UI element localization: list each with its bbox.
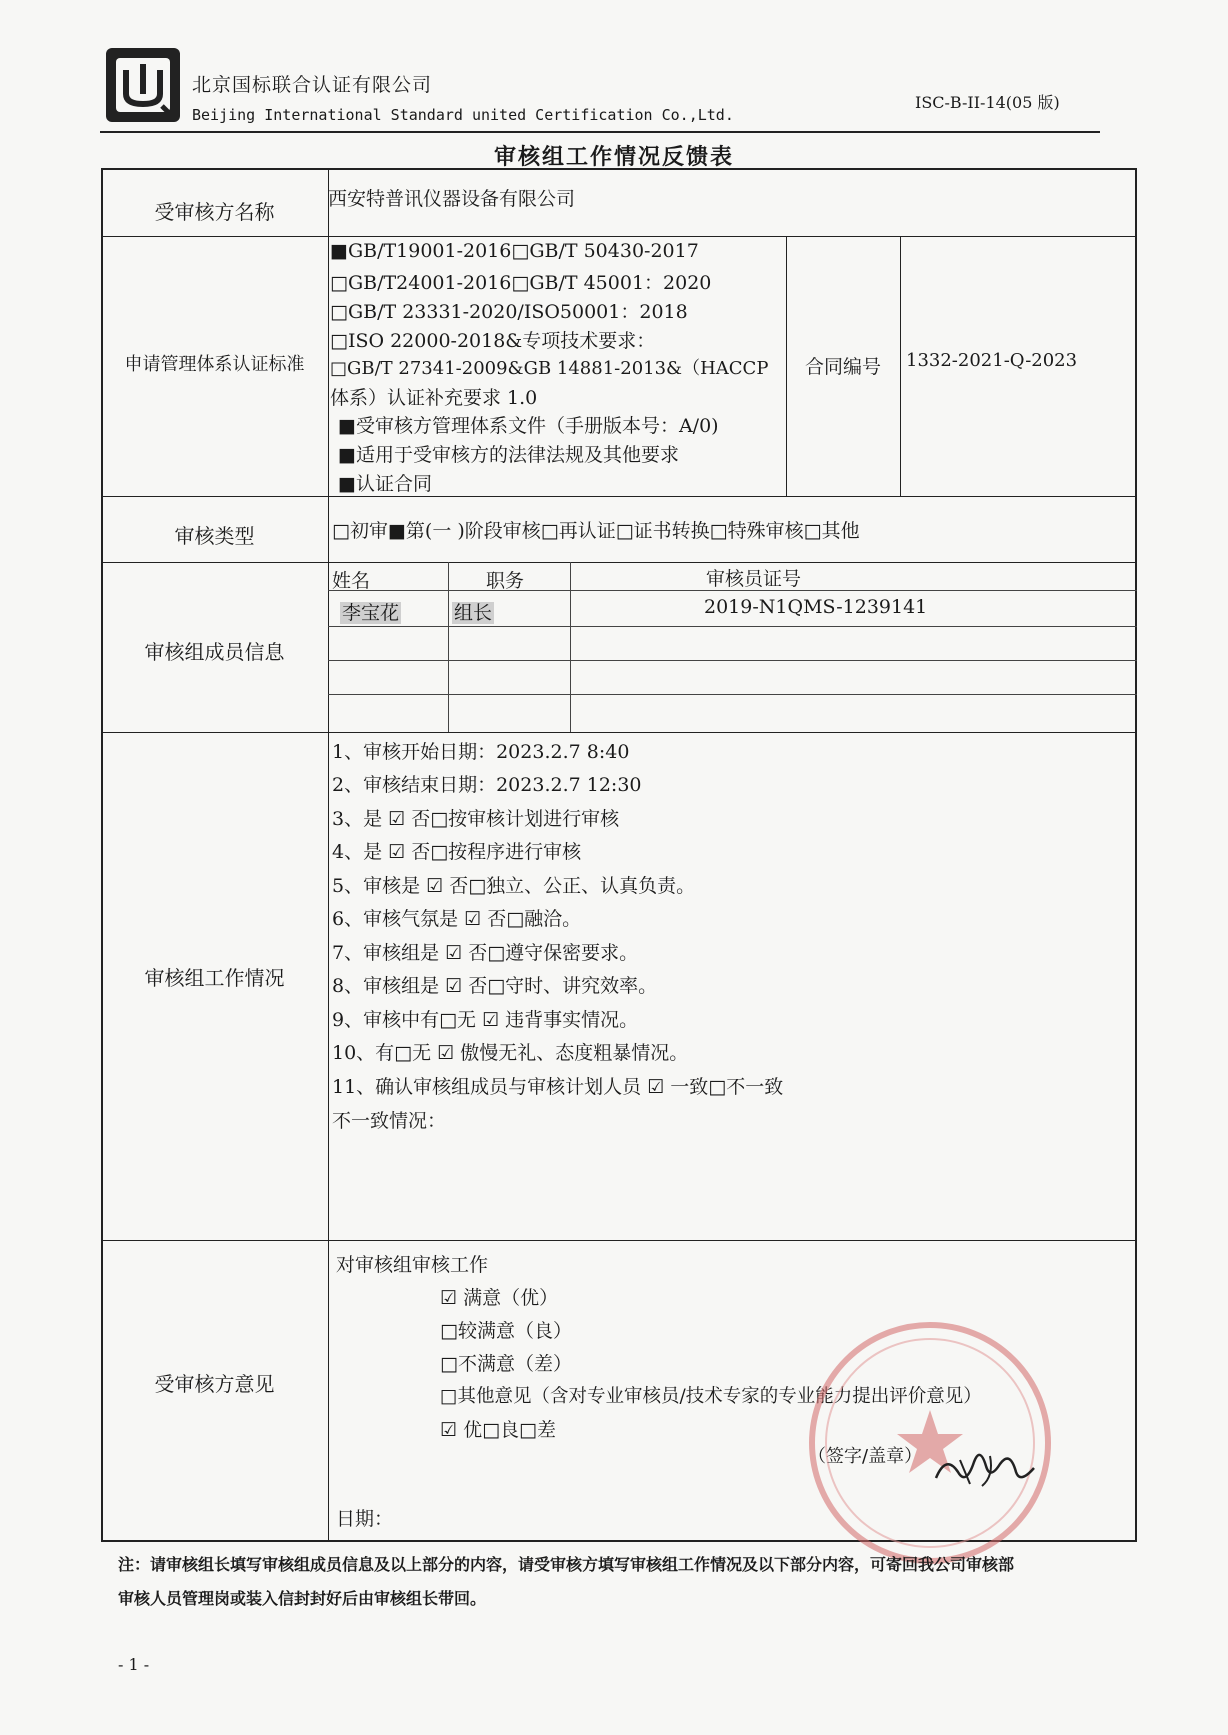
standard-line: ■适用于受审核方的法律法规及其他要求 [338,444,679,466]
team-row-divider [328,660,1137,661]
header-divider [100,131,1100,133]
work-item: 不一致情况： [332,1110,447,1132]
sign-label: （签字/盖章） [808,1446,923,1467]
member-role: 组长 [454,602,493,624]
form-code: ISC-B-II-14(05 版) [915,93,1060,112]
row-divider [101,1240,1137,1241]
work-status-label: 审核组工作情况 [144,966,285,990]
member-name: 李宝花 [342,602,400,624]
col-name-header: 姓名 [332,570,371,592]
standard-line: □ISO 22000-2018&专项技术要求： [330,330,656,352]
standard-line: □GB/T 23331-2020/ISO50001：2018 [330,301,688,323]
opinion-option: □不满意（差） [440,1353,572,1375]
column-divider [900,236,901,496]
team-row-divider [328,626,1137,627]
work-item: 2、审核结束日期：2023.2.7 12:30 [332,774,642,796]
work-item: 9、审核中有□无 ☑ 违背事实情况。 [332,1009,639,1031]
work-item: 11、确认审核组成员与审核计划人员 ☑ 一致□不一致 [332,1076,784,1098]
opinion-option: ☑ 优□良□差 [440,1419,556,1441]
opinion-option: □其他意见（含对专业审核员/技术专家的专业能力提出评价意见） [440,1386,982,1407]
row-divider [101,562,1137,563]
standard-line: ■GB/T19001-2016□GB/T 50430-2017 [330,240,699,262]
member-cert: 2019-N1QMS-1239141 [704,596,928,618]
team-row-divider [328,694,1137,695]
work-item: 5、审核是 ☑ 否□独立、公正、认真负责。 [332,875,696,897]
col-cert-header: 审核员证号 [706,568,802,590]
standard-line: 体系）认证补充要求 1.0 [330,387,538,409]
opinion-option: ☑ 满意（优） [440,1287,559,1309]
audit-type-value: □初审■第(一 )阶段审核□再认证□证书转换□特殊审核□其他 [332,520,860,542]
team-col-divider [570,562,571,732]
document-title: 审核组工作情况反馈表 [493,145,734,170]
audit-type-label: 审核类型 [174,524,255,548]
standards-label: 申请管理体系认证标准 [124,354,305,375]
footer-note-line1: 注：请审核组长填写审核组成员信息及以上部分的内容，请受审核方填写审核组工作情况及以下部分内容，可寄回我公司审核部 [118,1555,1015,1574]
auditee-name-label: 受审核方名称 [154,200,275,224]
row-divider [101,236,1137,237]
work-item: 6、审核气氛是 ☑ 否□融洽。 [332,908,582,930]
signature-icon [930,1440,1040,1500]
column-divider [328,168,329,1542]
contract-no-value: 1332-2021-Q-2023 [906,350,1078,371]
work-item: 8、审核组是 ☑ 否□守时、讲究效率。 [332,975,658,997]
opinion-option: □较满意（良） [440,1320,572,1342]
team-col-divider [448,562,449,732]
opinion-heading: 对审核组审核工作 [336,1254,489,1276]
standard-line: □GB/T24001-2016□GB/T 45001：2020 [330,272,712,294]
page-number: - 1 - [118,1655,150,1674]
standard-line: ■认证合同 [338,473,432,495]
work-item: 4、是 ☑ 否□按程序进行审核 [332,841,582,863]
work-item: 10、有□无 ☑ 傲慢无礼、态度粗暴情况。 [332,1042,689,1064]
work-item: 7、审核组是 ☑ 否□遵守保密要求。 [332,942,639,964]
row-divider [101,496,1137,497]
col-role-header: 职务 [486,570,525,592]
auditee-name-value: 西安特普讯仪器设备有限公司 [328,188,576,210]
company-logo-icon [104,46,182,124]
team-info-label: 审核组成员信息 [144,640,285,664]
date-label: 日期： [336,1508,394,1530]
footer-note-line2: 审核人员管理岗或装入信封封好后由审核组长带回。 [118,1589,487,1608]
work-item: 3、是 ☑ 否□按审核计划进行审核 [332,808,620,830]
work-item: 1、审核开始日期：2023.2.7 8:40 [332,741,630,763]
company-name-cn: 北京国标联合认证有限公司 [192,74,433,96]
row-divider [101,732,1137,733]
standard-line: □GB/T 27341-2009&GB 14881-2013&（HACCP [330,358,769,379]
company-name-en: Beijing International Standard united Certification Co.,Ltd. [192,106,734,124]
standard-line: ■受审核方管理体系文件（手册版本号：A/0) [338,415,719,437]
auditee-opinion-label: 受审核方意见 [154,1372,275,1396]
contract-no-label: 合同编号 [804,356,881,378]
